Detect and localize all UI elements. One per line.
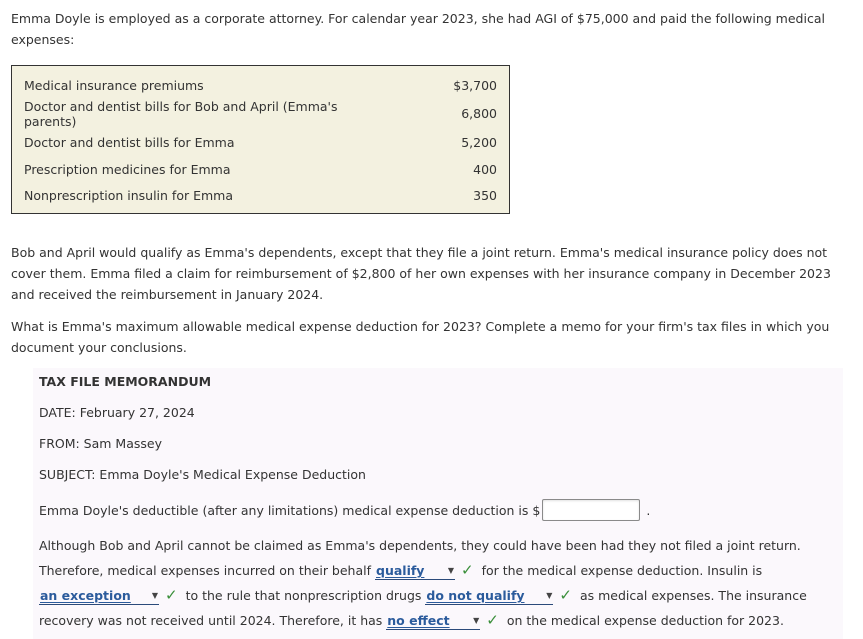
chevron-down-icon: ▼ [447,566,454,575]
check-icon: ✓ [165,586,178,604]
chevron-down-icon: ▼ [473,616,480,625]
nonprescription-dropdown[interactable] [425,588,553,605]
table-row [12,183,510,214]
memo-title: TAX FILE MEMORANDUM [39,374,212,389]
chevron-down-icon: ▼ [151,591,158,600]
memo-subject: SUBJECT: Emma Doyle's Medical Expense Deduction [39,467,366,482]
deduction-label: Emma Doyle's deductible (after any limitations) medical expense deduction is $ [39,502,541,518]
dropdown-value: no effect [387,613,450,628]
memo-from: FROM: Sam Massey [39,436,162,451]
dropdown-value: qualify [376,563,425,578]
expense-amount: $3,700 [453,77,497,93]
expense-amount: 6,800 [461,106,497,121]
table-row [12,66,510,99]
expense-label: Doctor and dentist bills for Emma [24,134,235,150]
recovery-effect-dropdown[interactable] [386,613,480,630]
memo-date: DATE: February 27, 2024 [39,405,195,420]
memo-text-5: on the medical expense deduction for 2023. [506,613,784,628]
expense-label: Doctor and dentist bills for Bob and April (Emma's parents) [24,98,338,129]
insulin-dropdown[interactable] [39,588,159,605]
memo-text-1: Although Bob and April cannot be claimed as Emma's dependents, they could have been had they not filed a joint return. Therefore, medical expenses incurred on their behalf [39,538,801,578]
dropdown-value: an exception [40,588,131,603]
check-icon: ✓ [461,561,474,579]
chevron-down-icon: ▼ [546,591,553,600]
dropdown-value: do not qualify [426,588,525,603]
memo-text-3: to the rule that nonprescription drugs [185,588,422,603]
expense-amount: 350 [473,188,497,204]
expense-label: Nonprescription insulin for Emma [24,188,234,204]
check-icon: ✓ [486,611,499,629]
expense-label: Medical insurance premiums [24,77,204,93]
table-row [12,129,510,156]
expense-amount: 5,200 [461,134,497,150]
memo-body [39,534,837,633]
expenses-table [11,65,510,214]
memo-text-4: as medical expenses. The insurance recovery was not received until 2024. Therefore, it has [39,588,807,628]
expense-amount: 400 [473,161,497,177]
expense-label: Prescription medicines for Emma [24,161,231,177]
deduction-period: . [646,502,651,518]
table-row [12,99,510,129]
memo-panel [33,368,843,639]
deduction-amount-input[interactable] [542,499,640,521]
memo-text-2: for the medical expense deduction. Insulin is [481,563,763,578]
deduction-row [39,498,837,522]
table-row [12,156,510,183]
check-icon: ✓ [559,586,572,604]
facts-paragraph: Bob and April would qualify as Emma's dependents, except that they file a joint return. Emma's medical insurance policy does not cover them. Emma filed a claim for reimbursement of $2,800 of her own expenses with her insurance company in December 2023 and received the reimbursement in January 2024. [11,245,831,302]
question-paragraph: What is Emma's maximum allowable medical expense deduction for 2023? Complete a memo for your firm's tax files in which you document your conclusions. [11,319,830,355]
qualify-dropdown[interactable] [375,563,455,580]
intro-text: Emma Doyle is employed as a corporate attorney. For calendar year 2023, she had AGI of $75,000 and paid the following medical expenses: [11,11,825,47]
